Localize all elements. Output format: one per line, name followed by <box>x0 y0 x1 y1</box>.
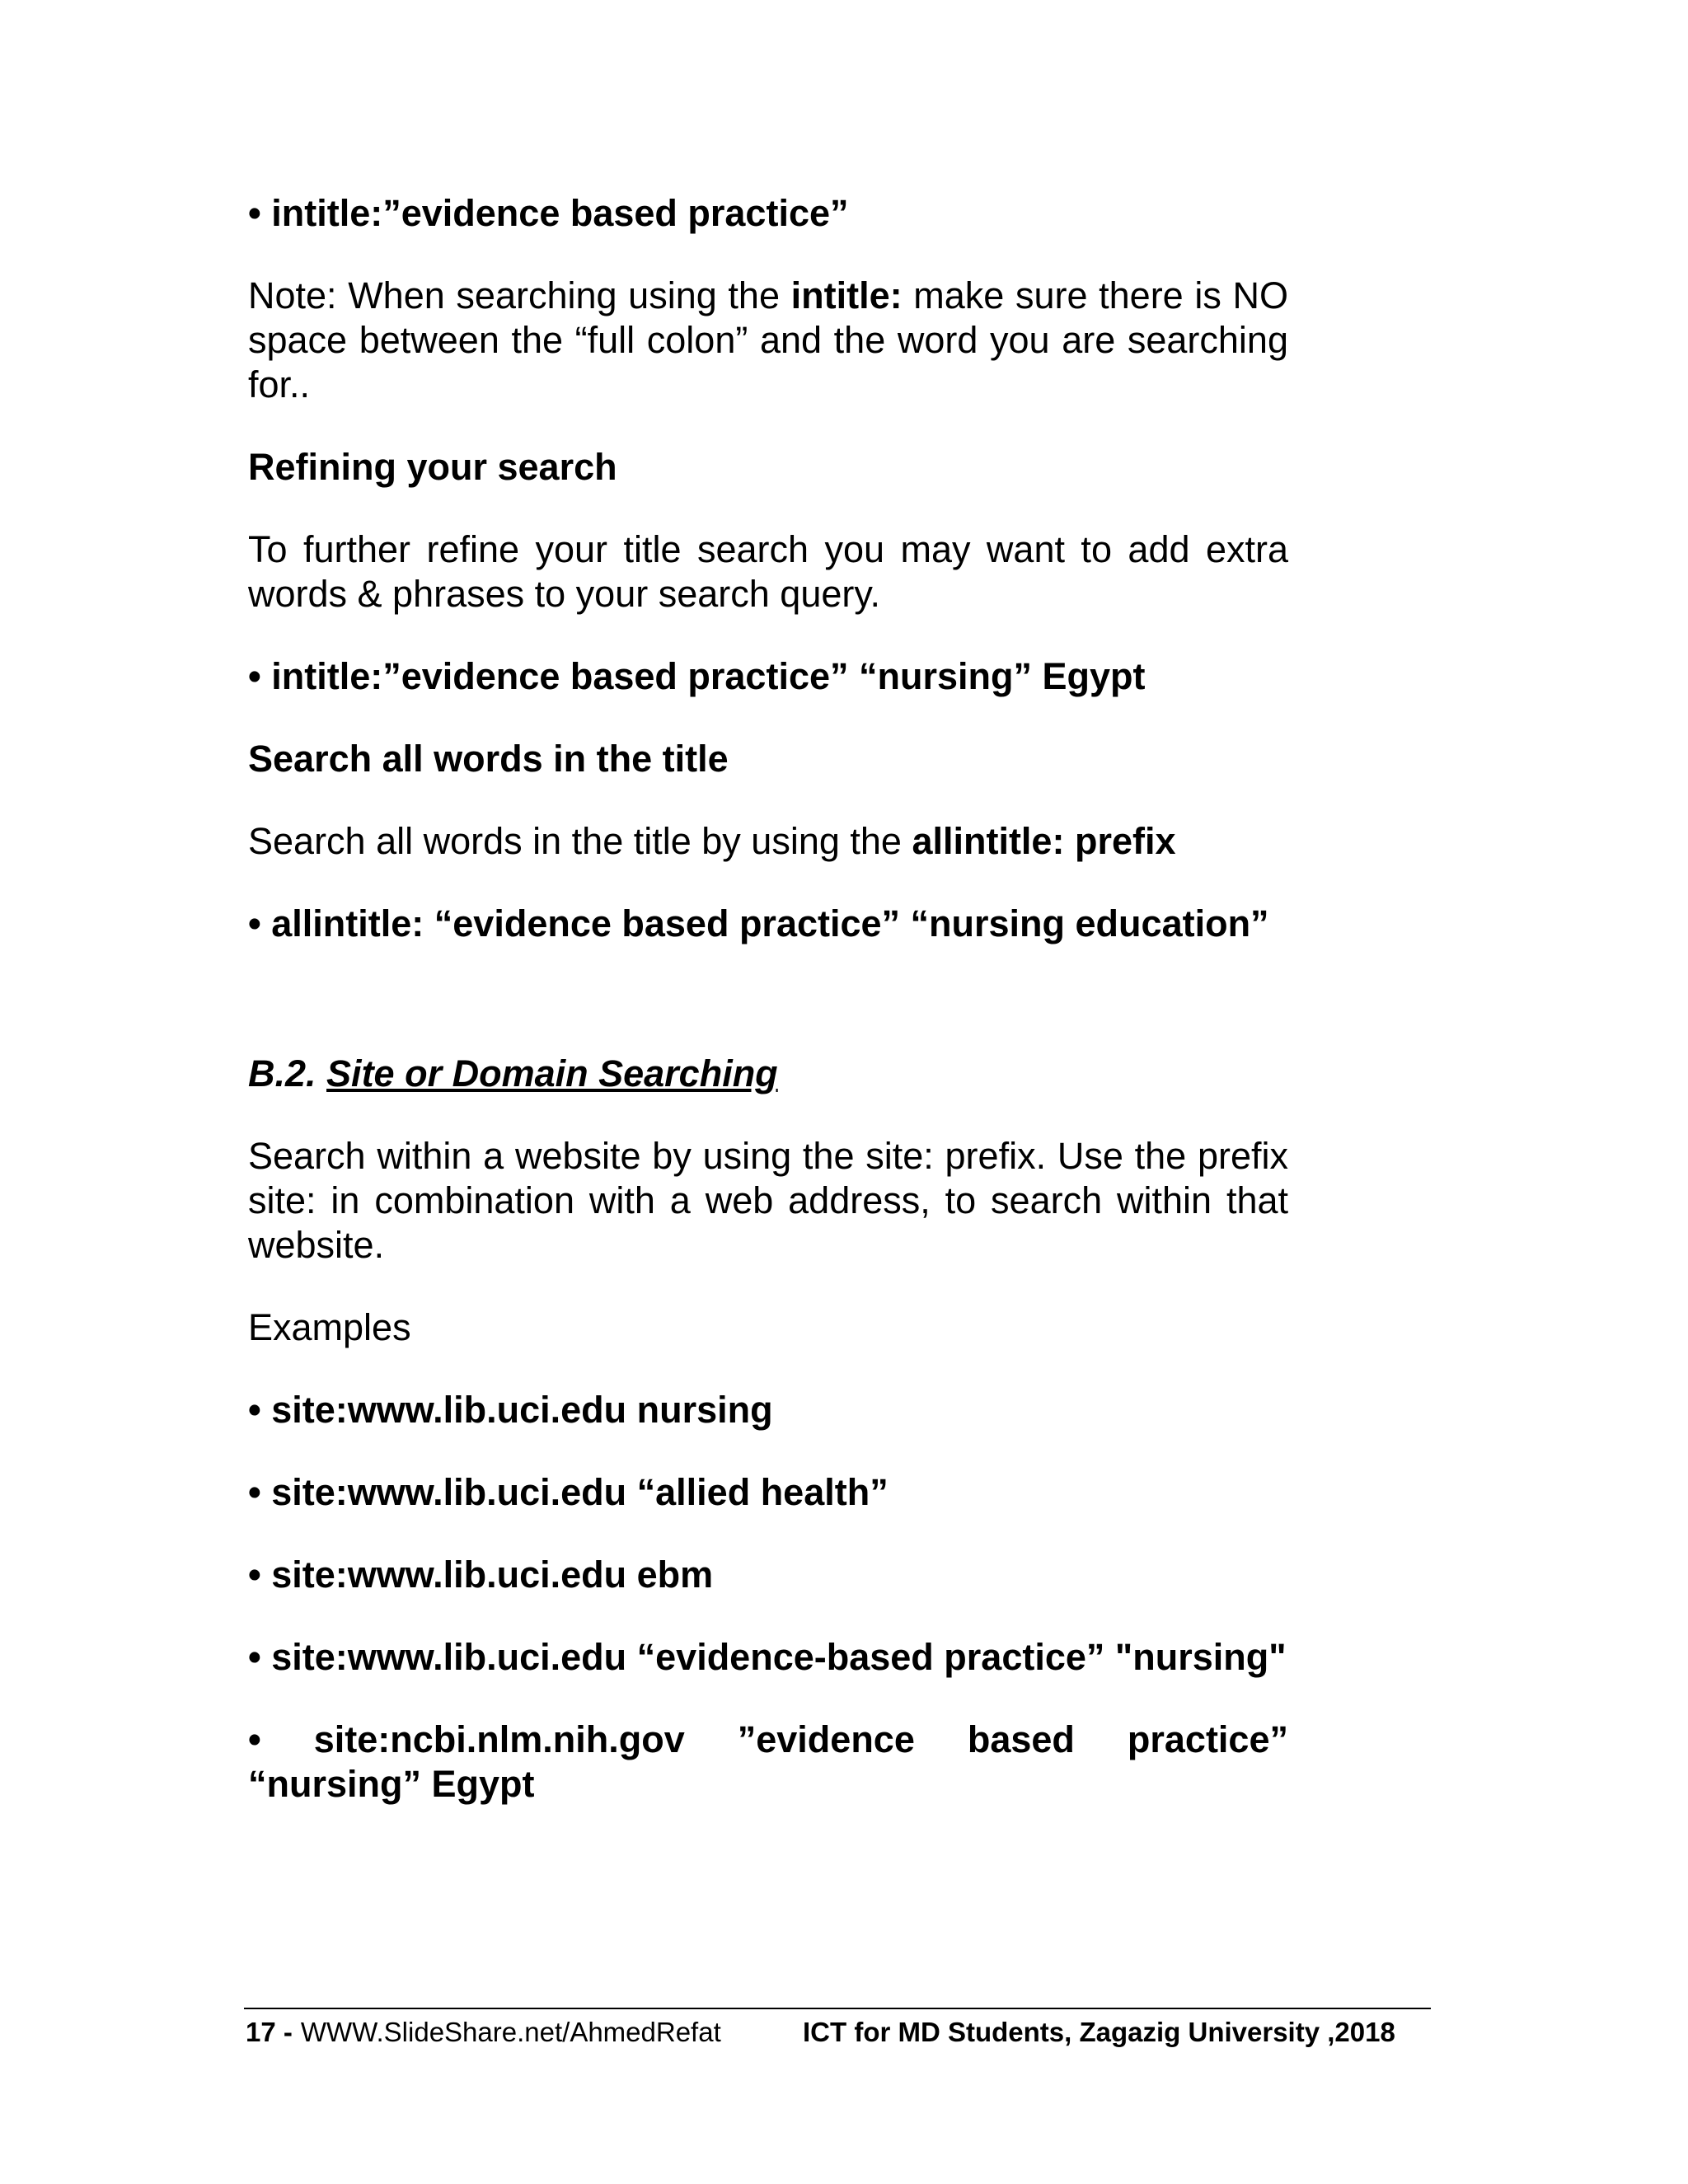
example-item: • site:www.lib.uci.edu “evidence-based practice” "nursing" <box>248 1636 1287 1678</box>
section-number: B.2. <box>248 1052 316 1094</box>
page-content <box>248 191 1288 1844</box>
note-text-pre: Note: When searching using the <box>248 274 791 316</box>
section-title: Site or Domain Searching <box>326 1052 778 1094</box>
footer-website: WWW.SlideShare.net/AhmedRefat <box>300 2017 721 2047</box>
footer-divider <box>244 2008 1431 2009</box>
note-paragraph <box>248 274 1288 407</box>
allintitle-keyword: allintitle: prefix <box>912 820 1176 862</box>
page-footer <box>246 2015 1432 2050</box>
allintitle-text-pre: Search all words in the title by using the <box>248 820 912 862</box>
note-text-post: make sure there is NO space between the “full colon” and the word you are searching for.. <box>248 274 1289 405</box>
heading-search-all-words: Search all words in the title <box>248 738 729 780</box>
bullet-intitle-example: • intitle:”evidence based practice” <box>248 192 849 234</box>
refine-paragraph: To further refine your title search you may want to add extra words & phrases to your search query. <box>248 528 1288 615</box>
bullet-intitle-refined-example: • intitle:”evidence based practice” “nursing” Egypt <box>248 655 1146 697</box>
site-search-paragraph: Search within a website by using the site: prefix. Use the prefix site: in combination with a web address, to search within that website. <box>248 1135 1288 1266</box>
section-heading <box>248 1052 1288 1096</box>
examples-label: Examples <box>248 1306 411 1348</box>
heading-refining-search: Refining your search <box>248 446 617 488</box>
allintitle-paragraph <box>248 819 1288 864</box>
page-number: 17 - <box>246 2017 293 2047</box>
example-item: • site:www.lib.uci.edu nursing <box>248 1389 773 1431</box>
note-keyword: intitle: <box>790 274 903 316</box>
example-item: • site:ncbi.nlm.nih.gov ”evidence based practice” “nursing” Egypt <box>248 1718 1288 1805</box>
bullet-allintitle-example: • allintitle: “evidence based practice” “nursing education” <box>248 902 1269 944</box>
example-item: • site:www.lib.uci.edu ebm <box>248 1554 714 1596</box>
example-item: • site:www.lib.uci.edu “allied health” <box>248 1471 889 1513</box>
footer-course-title: ICT for MD Students, Zagazig University ,2018 <box>803 2017 1395 2047</box>
